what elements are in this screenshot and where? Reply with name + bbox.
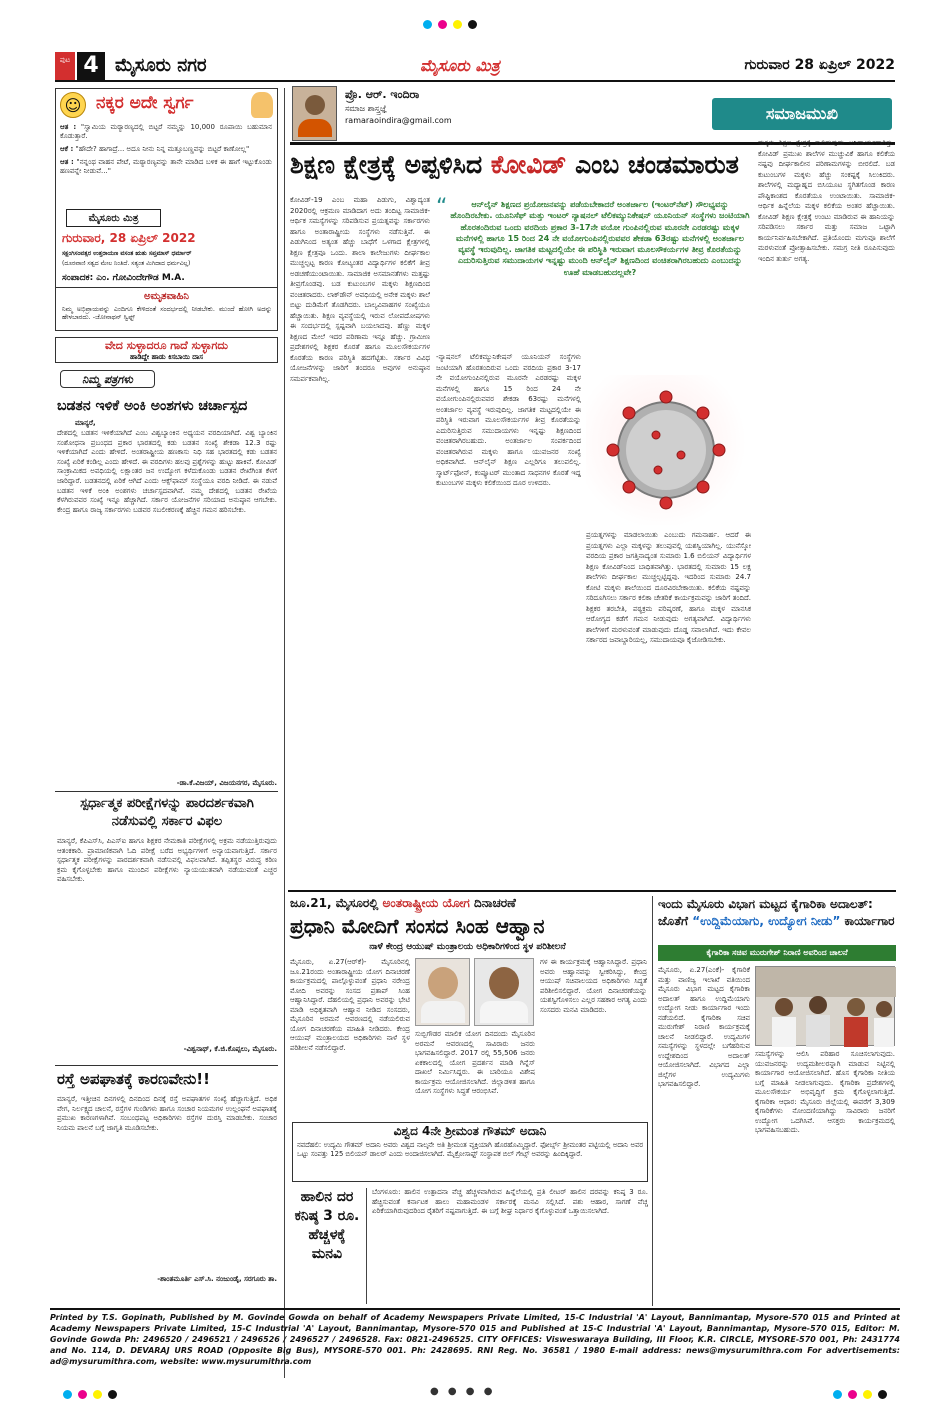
registration-marks-top	[420, 14, 480, 33]
adalat-headline: ಇಂದು ಮೈಸೂರು ವಿಭಾಗ ಮಟ್ಟದ ಕೈಗಾರಿಕಾ ಅದಾಲತ್: ಜೊತೆಗೆ “ಉದ್ದಿಮೆಯಾಗು, ಉದ್ಯೋಗ ನೀಡು” ಕಾರ್ಯಾಗಾರ	[658, 897, 895, 928]
joke-1: ಆತ : "ಸ್ವಾಮಿಯ ಮಠ್ಯಾರಣ್ಯದಲ್ಲಿ ಬಿಟ್ಟರೆ ನಮ್ಮನ್ನು 10,000 ರೂಪಾಯಿ ಬಹುಮಾನ ಕೊಡುತ್ತಾರೆ.	[60, 123, 272, 140]
adani-title: ವಿಶ್ವದ 4ನೇ ಶ್ರೀಮಂತ ಗೌತಮ್ ಅದಾನಿ	[393, 1124, 547, 1138]
masthead	[55, 52, 895, 82]
column-body-1: ಕೋವಿಡ್-19 ಎಂಬ ಮಹಾ ಪಿಡುಗು, ವಿಶ್ವಾದ್ಯಂತ 2020ರಲ್ಲಿ ಆಕ್ರಮಣ ಮಾಡಿದಾಗ ಅದು ತಂದಿಟ್ಟ ಸಾಮಾಜಿಕ-ಆರ್ಥಿಕ ಸಮಸ್ಯೆಗಳನ್ನು ಸರಿಪಡಿಸುವ ಪ್ರಯತ್ನವನ್ನು ಸರ್ಕಾರಗಳು ಹಾಗೂ ಅಂತಾರಾಷ್ಟ್ರೀಯ ಸಂಸ್ಥೆಗಳು ನಡೆಸುತ್ತಿವೆ. ಈ ಪಿಡುಗಿನಿಂದ ಅತ್ಯಂತ ಹೆಚ್ಚು ಬಾಧೆಗೆ ಒಳಗಾದ ಕ್ಷೇತ್ರಗಳಲ್ಲಿ ಶಿಕ್ಷಣ ಕ್ಷೇತ್ರವೂ ಒಂದು. ಶಾಲಾ ಕಾಲೇಜುಗಳು ದೀರ್ಘಕಾಲ ಮುಚ್ಚಲ್ಪಟ್ಟ ಕಾರಣ ಕೋಟ್ಯಂತರ ವಿದ್ಯಾರ್ಥಿಗಳ ಕಲಿಕೆಗೆ ತೀವ್ರ ಅಡಚಣೆಯುಂಟಾಯಿತು. ಸಾಮಾಜಿಕ ಅಸಮಾನತೆಗಳು ಮತ್ತಷ್ಟು ತೀವ್ರಗೊಂಡವು. ಬಡ ಕುಟುಂಬಗಳ ಮಕ್ಕಳು ಶಿಕ್ಷಣದಿಂದ ವಂಚಿತರಾದರು. ಲಾಕ್‌ಡೌನ್ ಅವಧಿಯಲ್ಲಿ ಅನೇಕ ಮಕ್ಕಳು ಶಾಲೆ ಬಿಟ್ಟು ದುಡಿಮೆಗೆ ತೊಡಗಿದರು. ಬಾಲ್ಯವಿವಾಹಗಳ ಸಂಖ್ಯೆಯೂ ಹೆಚ್ಚಾಯಿತು. ಶಿಕ್ಷಣ ವ್ಯವಸ್ಥೆಯಲ್ಲಿ ಇರುವ ಲೋಪದೋಷಗಳು ಈ ಸಂದರ್ಭದಲ್ಲಿ ಸ್ಪಷ್ಟವಾಗಿ ಬಯಲಾದವು. ಹೆಣ್ಣು ಮಕ್ಕಳ ಶಿಕ್ಷಣದ ಮೇಲೆ ಇದರ ಪರಿಣಾಮ ಇನ್ನೂ ಹೆಚ್ಚು. ಗ್ರಾಮೀಣ ಪ್ರದೇಶಗಳಲ್ಲಿ ಶಿಕ್ಷಕರ ಕೊರತೆ ಹಾಗೂ ಮೂಲಸೌಕರ್ಯಗಳ ಕೊರತೆಯ ಕಾರಣ ಪರಿಸ್ಥಿತಿ ಹದಗೆಟ್ಟಿತು. ಸರ್ಕಾರ ವಿವಿಧ ಯೋಜನೆಗಳನ್ನು ಜಾರಿಗೆ ತಂದರೂ ಅವುಗಳ ಅನುಷ್ಠಾನ ಸಮರ್ಪಕವಾಗಿಲ್ಲ.	[290, 196, 430, 383]
letter-3-body: ಮಾನ್ಯರೆ, ಇತ್ತೀಚಿನ ದಿನಗಳಲ್ಲಿ ದಿನದಿಂದ ದಿನಕ್ಕೆ ರಸ್ತೆ ಅಪಘಾತಗಳ ಸಂಖ್ಯೆ ಹೆಚ್ಚಾಗುತ್ತಿದೆ. ಅಧಿಕ ವೇಗ, ನಿರ್ಲಕ್ಷ್ಯದ ಚಾಲನೆ, ರಸ್ತೆಗಳ ಗುಂಡಿಗಳು ಹಾಗೂ ಸಂಚಾರ ನಿಯಮಗಳ ಉಲ್ಲಂಘನೆ ಅಪಘಾತಕ್ಕೆ ಪ್ರಮುಖ ಕಾರಣಗಳಾಗಿವೆ. ಸಂಬಂಧಪಟ್ಟ ಅಧಿಕಾರಿಗಳು ರಸ್ತೆಗಳ ದುರಸ್ತಿ ಮಾಡಬೇಕು. ಸಂಚಾರ ನಿಯಮ ಪಾಲನೆ ಬಗ್ಗೆ ಜಾಗೃತಿ ಮೂಡಿಸಬೇಕು.	[57, 1095, 277, 1132]
pull-quote-text: ಆನ್‌ಲೈನ್ ಶಿಕ್ಷಣದ ಪ್ರಯೋಜನವನ್ನು ಪಡೆಯಬೇಕಾದರೆ ಅಂತರ್ಜಾಲ (ಇಂಟರ್‌ನೆಟ್) ಸೌಲಭ್ಯವನ್ನು ಹೊಂದಿರಬೇಕು. ಯೂನಿಸೆಫ್ ಮತ್ತು ಇಂಟರ್ ನ್ಯಾಷನಲ್ ಟೆಲಿಕಮ್ಯುನಿಕೇಷನ್ ಯೂನಿಯನ್ ಸಂಸ್ಥೆಗಳು ಜಂಟಿಯಾಗಿ ಹೊರತಂದಿರುವ ಒಂದು ವರದಿಯ ಪ್ರಕಾರ 3-17ನೇ ವಯೋ ಗುಂಪಿನಲ್ಲಿರುವ ಮೂರನೇ ಎರಡರಷ್ಟು ಮಕ್ಕಳ ಮನೆಗಳಲ್ಲಿ ಹಾಗೂ 15 ರಿಂದ 24 ನೇ ವಯೋಗುಂಪಿನಲ್ಲಿರುವವರ ಶೇಕಡಾ 63ರಷ್ಟು ಮನೆಗಳಲ್ಲಿ ಅಂತರ್ಜಾಲ ವ್ಯವಸ್ಥೆ ಇರುವುದಿಲ್ಲ. ಜಾಗತಿಕ ಮಟ್ಟದಲ್ಲಿಯೇ ಈ ಪರಿಸ್ಥಿತಿ ಇರುವಾಗ ಮೂಲಸೌಕರ್ಯಗಳ ತೀವ್ರ ಕೊರತೆಯನ್ನು ಎದುರಿಸುತ್ತಿರುವ ಸಮುದಾಯಗಳ ಇನ್ನಷ್ಟು ಮುಂದಿ ಆನ್‌ಲೈನ್ ಶಿಕ್ಷಣದಿಂದ ವಂಚಿತರಾಗಿರಬಹುದು ಎಂಬುದನ್ನು ಊಹೆ ಮಾಡಬಹುದಲ್ಲವೇ?	[450, 199, 750, 277]
imprint: Printed by T.S. Gopinath, Published by M. Govinde Gowda on behalf of Academy Newspapers Private Limited, 15-C Industrial 'A' Layout, Bannimantap, Mysore-570 015 and Printed at Academy Newspapers Private Limited, 15-C Industrial 'A' Layout, Bannimantap, Mysore-570 015 and Published at 15-C Industrial 'A' Layout, Bannimantap, Mysore-570 015, Editor: M. Govinde Gowda Ph: 2496520 / 2496521 / 2496526 / 2496527 / 2496528. Fax: 0821-2496525. CITY OFFICES: Visweswaraya Building, III Floor, K.R. CIRCLE, MYSORE-570 001, Ph: 2431774 and No. 114, D. DEVARAJ URS ROAD (Opposite Big Bus), MYSORE-570 001. Ph: 2428695. RNI Reg. No. 36581 / 1980 E-mail address: news@mysurumithra.com For advertisements: ad@mysurumithra.com, website: www.mysurumithra.com	[50, 1313, 900, 1366]
column-body-2: -ನ್ಯಾಷನಲ್ ಟೆಲಿಕಮ್ಯುನಿಕೇಷನ್ ಯೂನಿಯನ್ ಸಂಸ್ಥೆಗಳು ಜಂಟಿಯಾಗಿ ಹೊರತಂದಿರುವ ಒಂದು ವರದಿಯ ಪ್ರಕಾರ 3-17 ನೇ ವಯೋಗುಂಪಿನಲ್ಲಿರುವ ಮೂರನೇ ಎರಡರಷ್ಟು ಮಕ್ಕಳ ಮನೆಗಳಲ್ಲಿ ಹಾಗೂ 15 ರಿಂದ 24 ನೇ ವಯೋಗುಂಪಿನಲ್ಲಿರುವವರ ಶೇಕಡಾ 63ರಷ್ಟು ಮನೆಗಳಲ್ಲಿ ಅಂತರ್ಜಾಲ ವ್ಯವಸ್ಥೆ ಇರುವುದಿಲ್ಲ. ಜಾಗತಿಕ ಮಟ್ಟದಲ್ಲಿಯೇ ಈ ಪರಿಸ್ಥಿತಿ ಇರುವಾಗ ಮೂಲಸೌಕರ್ಯಗಳ ತೀವ್ರ ಕೊರತೆಯನ್ನು ಎದುರಿಸುತ್ತಿರುವ ಸಮುದಾಯಗಳು ಇನ್ನಷ್ಟು ಶಿಕ್ಷಣದಿಂದ ವಂಚಿತರಾಗಿರಬಹುದು. ಅಂತರ್ಜಾಲ ಸಂಪರ್ಕದಿಂದ ವಂಚಿತರಾಗಿರುವ ಮಕ್ಕಳು ಹಾಗೂ ಯುವಜನರ ಸಂಖ್ಯೆ ಅಧಿಕವಾಗಿದೆ. ಆನ್‌ಲೈನ್ ಶಿಕ್ಷಣ ಎಲ್ಲರಿಗೂ ತಲುಪಲಿಲ್ಲ. ಸ್ಮಾರ್ಟ್‌ಫೋನ್, ಕಂಪ್ಯೂಟರ್ ಮುಂತಾದ ಸಾಧನಗಳ ಕೊರತೆ ಇದ್ದ ಕುಟುಂಬಗಳ ಮಕ್ಕಳು ಕಲಿಕೆಯಿಂದ ದೂರ ಉಳಿದರು.	[436, 353, 581, 487]
joke-3: ಆತ : "ನನ್ನಂಥ ವಾಹನ ಪೇಟೆ, ಮಠ್ಯಾರಣ್ಯವನ್ನು ತಾನೇ ಮಾಡಿದ ಬಳಿಕ ಈ ಹಾಗೆ ಇಟ್ಟುಕೊಂಡು ಹಣವನ್ನೇ ನೀಡುವೆ..."	[60, 158, 272, 175]
author-photo	[292, 86, 337, 141]
adalat-body-1: ಮೈಸೂರು, ಏ.27(ಎಂಕೆ)- ಕೈಗಾರಿಕೆ ಮತ್ತು ವಾಣಿಜ್ಯ ಇಲಾಖೆ ವತಿಯಿಂದ ಮೈಸೂರು ವಿಭಾಗ ಮಟ್ಟದ ಕೈಗಾರಿಕಾ ಅದಾಲತ್ ಹಾಗೂ ಉದ್ದಿಮೆಯಾಗು ಉದ್ಯೋಗ ನೀಡು ಕಾರ್ಯಾಗಾರ ಇಂದು ನಡೆಯಲಿದೆ. ಕೈಗಾರಿಕಾ ಸಚಿವ ಮುರುಗೇಶ್ ನಿರಾಣಿ ಕಾರ್ಯಕ್ರಮಕ್ಕೆ ಚಾಲನೆ ನೀಡಲಿದ್ದಾರೆ. ಉದ್ಯಮಿಗಳ ಸಮಸ್ಯೆಗಳನ್ನು ಸ್ಥಳದಲ್ಲೇ ಬಗೆಹರಿಸುವ ಉದ್ದೇಶದಿಂದ ಅದಾಲತ್ ಆಯೋಜಿಸಲಾಗಿದೆ. ವಿಭಾಗದ ಎಲ್ಲಾ ಜಿಲ್ಲೆಗಳ ಉದ್ಯಮಿಗಳು ಭಾಗವಹಿಸಲಿದ್ದಾರೆ.	[658, 966, 750, 1088]
letter-1-body: ದೇಶದಲ್ಲಿ ಬಡತನ ಇಳಿಕೆಯಾಗಿದೆ ಎಂಬ ವಿಶ್ವಬ್ಯಾಂಕಿನ ಅಧ್ಯಯನ ವರದಿಯಾಗಿದೆ. ವಿಶ್ವ ಬ್ಯಾಂಕಿನ ಸಂಶೋಧನಾ ಪ್ರಬಂಧದ ಪ್ರಕಾರ ಭಾರತದಲ್ಲಿ ಕಡು ಬಡತನ ಸಂಖ್ಯೆ ಶೇಕಡಾ 12.3 ರಷ್ಟು ಇಳಿಕೆಯಾಗಿದೆ ಎಂದು ಹೇಳಿದೆ. ಅಂತರಾಷ್ಟ್ರೀಯ ಹಣಕಾಸು ನಿಧಿ ಸಹ ಭಾರತದಲ್ಲಿ ಕಡು ಬಡತನ ಸಂಖ್ಯೆ ಏರಿಕೆ ಕಂಡಿಲ್ಲ ಎಂದು ಹೇಳಿದೆ. ಈ ವರದಿಗಳು ಹಲವು ಪ್ರಶ್ನೆಗಳನ್ನು ಹುಟ್ಟು ಹಾಕಿವೆ. ಕೋವಿಡ್ ಸಾಂಕ್ರಾಮಿಕದ ಅವಧಿಯಲ್ಲಿ ಲಕ್ಷಾಂತರ ಜನ ಉದ್ಯೋಗ ಕಳೆದುಕೊಂಡು ಬಡತನ ರೇಖೆಗಿಂತ ಕೆಳಗೆ ಜಾರಿದ್ದಾರೆ. ಬಡತನದಲ್ಲಿ ಏರಿಕೆ ಆಗಿದೆ ಎಂದು ಆಕ್ಸ್‌ಫಾಮ್ ಸಂಸ್ಥೆಯೂ ವರದಿ ನೀಡಿದೆ. ಈ ನಡುವೆ ಬಡತನ ಇಳಿಕೆ ಅಂಕಿ ಅಂಶಗಳು ಚರ್ಚಾಸ್ಪದವಾಗಿವೆ. ನಮ್ಮ ದೇಶದಲ್ಲಿ ಬಡತನ ರೇಖೆಯ ಕೆಳಗಿರುವವರ ಸಂಖ್ಯೆ ಇನ್ನೂ ಹೆಚ್ಚಾಗಿದೆ. ಸರ್ಕಾರ ಯೋಜನೆಗಳ ಸರಿಯಾದ ಅನುಷ್ಠಾನ ಆಗಬೇಕು. ಕೇಂದ್ರ ಹಾಗೂ ರಾಜ್ಯ ಸರ್ಕಾರಗಳು ಬಡವರ ಸಬಲೀಕರಣಕ್ಕೆ ಹೆಚ್ಚಿನ ಗಮನ ಹರಿಸಬೇಕು.	[57, 429, 277, 514]
amrita-text: ನಿಮ್ಮ ಅಭಿಪ್ರಾಯವನ್ನು ಎಂದಿಗೂ ಕೇಳಿದಂತೆ ಸಂದರ್ಭದಲ್ಲಿ ನೀಡಬೇಕು. ಮುಂದೆ ಹೋಗಿ ಅದನ್ನು ಹೇಳಬಾರದು. -ಜೋನಾಥನ್ ಸ್ವಿಫ್ಟ್	[62, 305, 272, 321]
section-title: ಮೈಸೂರು ನಗರ	[115, 55, 207, 76]
humor-box	[55, 88, 278, 331]
letter-2-body: ಮಾನ್ಯರೆ, ಕೆಪಿಎಸ್‌ಸಿ, ಪಿಎಸ್‌ಐ ಹಾಗೂ ಶಿಕ್ಷಕರ ನೇಮಕಾತಿ ಪರೀಕ್ಷೆಗಳಲ್ಲಿ ಅಕ್ರಮ ನಡೆಯುತ್ತಿರುವುದು ಆತಂಕಕಾರಿ. ಪ್ರಾಮಾಣಿಕವಾಗಿ ಓದಿ ಪರೀಕ್ಷೆ ಬರೆದ ಅಭ್ಯರ್ಥಿಗಳಿಗೆ ಅನ್ಯಾಯವಾಗುತ್ತಿದೆ. ಸರ್ಕಾರ ಸ್ಪರ್ಧಾತ್ಮಕ ಪರೀಕ್ಷೆಗಳನ್ನು ಪಾರದರ್ಶಕವಾಗಿ ನಡೆಸುವಲ್ಲಿ ವಿಫಲವಾಗಿದೆ. ತಪ್ಪಿತಸ್ಥರ ವಿರುದ್ಧ ಕಠಿಣ ಕ್ರಮ ಕೈಗೊಳ್ಳಬೇಕು ಹಾಗೂ ಮುಂದಿನ ಪರೀಕ್ಷೆಗಳು ನ್ಯಾಯಯುತವಾಗಿ ನಡೆಯುವಂತೆ ಎಚ್ಚರ ವಹಿಸಬೇಕು.	[57, 837, 277, 884]
letter-1-salute: ಮಾನ್ಯರೆ,	[75, 419, 96, 427]
author-role: ಸಮಾಜ ಶಾಸ್ತ್ರಜ್ಞೆ	[345, 104, 387, 113]
yoga-body-2: ಸುಬ್ಬಿಗೌಡರ ಮಾಲಿಕ ಯೋಗ ದಿನದಂದು ಮೈಸೂರಿನ ಅರಮನೆ ಆವರಣದಲ್ಲಿ ಸಾವಿರಾರು ಜನರು ಭಾಗವಹಿಸಲಿದ್ದಾರೆ. 2017 ರಲ್ಲಿ 55,506 ಜನರು ಏಕಕಾಲದಲ್ಲಿ ಯೋಗ ಪ್ರದರ್ಶನ ಮಾಡಿ ಗಿನ್ನೆಸ್ ದಾಖಲೆ ನಿರ್ಮಿಸಿದ್ದರು. ಈ ಬಾರಿಯೂ ವಿಶೇಷ ಕಾರ್ಯಕ್ರಮ ಆಯೋಜಿಸಲಾಗಿದೆ. ಜಿಲ್ಲಾಡಳಿತ ಹಾಗೂ ಯೋಗ ಸಂಸ್ಥೆಗಳು ಸಿದ್ಧತೆ ಆರಂಭಿಸಿವೆ.	[415, 1030, 535, 1095]
yoga-kicker: ಜೂ.21, ಮೈಸೂರಲ್ಲಿ ಅಂತರಾಷ್ಟ್ರೀಯ ಯೋಗ ದಿನಾಚರಣೆ	[290, 896, 516, 910]
proverb-1: ವೇದ ಸುಳ್ಳಾದರೂ ಗಾದೆ ಸುಳ್ಳಾಗದು	[105, 339, 228, 352]
column-body-3: ಪ್ರಯತ್ನಗಳನ್ನು ಮಾಡಲಾಯಿತು ಎಂಬುದು ಗಮನಾರ್ಹ. ಆದರೆ ಈ ಪ್ರಯತ್ನಗಳು ಎಲ್ಲಾ ಮಕ್ಕಳನ್ನು ತಲುಪುವಲ್ಲಿ ಯಶಸ್ವಿಯಾಗಿಲ್ಲ. ಯುನೆಸ್ಕೋ ವರದಿಯ ಪ್ರಕಾರ ಜಗತ್ತಿನಾದ್ಯಂತ ಸುಮಾರು 1.6 ಬಿಲಿಯನ್ ವಿದ್ಯಾರ್ಥಿಗಳ ಶಿಕ್ಷಣ ಕೋವಿಡ್‌ನಿಂದ ಬಾಧಿತವಾಗಿತ್ತು. ಭಾರತದಲ್ಲಿ ಸುಮಾರು 15 ಲಕ್ಷ ಶಾಲೆಗಳು ದೀರ್ಘಕಾಲ ಮುಚ್ಚಲ್ಪಟ್ಟಿದ್ದವು. ಇದರಿಂದ ಸುಮಾರು 24.7 ಕೋಟಿ ಮಕ್ಕಳು ಶಾಲೆಯಿಂದ ದೂರವಿರಬೇಕಾಯಿತು. ಕಲಿಕೆಯ ನಷ್ಟವನ್ನು ಸರಿದೂಗಿಸಲು ಸರ್ಕಾರ ಕಲಿಕಾ ಚೇತರಿಕೆ ಕಾರ್ಯಕ್ರಮವನ್ನು ಜಾರಿಗೆ ತಂದಿದೆ. ಶಿಕ್ಷಕರ ತರಬೇತಿ, ಪಠ್ಯಕ್ರಮ ಪರಿಷ್ಕರಣೆ, ಹಾಗೂ ಮಕ್ಕಳ ಮಾನಸಿಕ ಆರೋಗ್ಯದ ಕಡೆಗೆ ಗಮನ ನೀಡುವುದು ಅಗತ್ಯವಾಗಿದೆ. ವಿದ್ಯಾರ್ಥಿಗಳು ಶಾಲೆಗಳಿಗೆ ಮರಳುವಂತೆ ಮಾಡುವುದು ದೊಡ್ಡ ಸವಾಲಾಗಿದೆ. ಇದು ಕೇವಲ ಸರ್ಕಾರದ ಜವಾಬ್ದಾರಿಯಲ್ಲ, ಸಮುದಾಯವೂ ಕೈಜೋಡಿಸಬೇಕು.	[586, 531, 751, 644]
adani-box	[292, 1122, 648, 1182]
amrita-title: ಅಮೃತವಾಹಿನಿ	[144, 291, 189, 302]
letter-2-sign: -ವಿಶ್ವನಾಥ್, ಕೆ.ಜಿ.ಕೊಪ್ಪಲು, ಮೈಸೂರು.	[183, 1045, 277, 1053]
yoga-body-1: ಮೈಸೂರು, ಏ.27(ಆರ್‌ಕೆ)- ಮೈಸೂರಿನಲ್ಲಿ ಜೂ.21ರಂದು ಅಂತಾರಾಷ್ಟ್ರೀಯ ಯೋಗ ದಿನಾಚರಣೆ ಕಾರ್ಯಕ್ರಮದಲ್ಲಿ ಪಾಲ್ಗೊಳ್ಳುವಂತೆ ಪ್ರಧಾನಿ ನರೇಂದ್ರ ಮೋದಿ ಅವರನ್ನು ಸಂಸದ ಪ್ರತಾಪ್ ಸಿಂಹ ಆಹ್ವಾನಿಸಿದ್ದಾರೆ. ದೆಹಲಿಯಲ್ಲಿ ಪ್ರಧಾನಿ ಅವರನ್ನು ಭೇಟಿ ಮಾಡಿ ಅಧಿಕೃತವಾಗಿ ಆಹ್ವಾನ ನೀಡಿದ ಸಂಸದರು, ಮೈಸೂರಿನ ಅರಮನೆ ಆವರಣದಲ್ಲಿ ನಡೆಯಲಿರುವ ಯೋಗ ದಿನಾಚರಣೆಯ ಮಾಹಿತಿ ನೀಡಿದರು. ಕೇಂದ್ರ ಆಯುಷ್ ಮಂತ್ರಾಲಯದ ಅಧಿಕಾರಿಗಳು ನಾಳೆ ಸ್ಥಳ ಪರಿಶೀಲನೆ ನಡೆಸಲಿದ್ದಾರೆ.	[290, 958, 410, 1052]
mini-logo: ಮೈಸೂರು ಮಿತ್ರ	[66, 209, 161, 227]
joke-list	[60, 123, 272, 176]
letter-3-sign: -ಶಾಂತಮೂರ್ತಿ ಎಸ್.ಸಿ. ನಂಜುಂಡೈ, ಸರಗೂರು ತಾ.	[157, 1275, 277, 1283]
letters-column	[55, 395, 278, 1390]
author-name: ಪ್ರೊ. ಆರ್. ಇಂದಿರಾ	[345, 88, 420, 101]
page-number: 4	[77, 52, 105, 80]
milk-body: ಬೆಂಗಳೂರು: ಹಾಲಿನ ಉತ್ಪಾದನಾ ವೆಚ್ಚ ಹೆಚ್ಚಳವಾಗಿರುವ ಹಿನ್ನೆಲೆಯಲ್ಲಿ ಪ್ರತಿ ಲೀಟರ್ ಹಾಲಿನ ದರವನ್ನು ಕನಿಷ್ಠ 3 ರೂ. ಹೆಚ್ಚಿಸುವಂತೆ ಕರ್ನಾಟಕ ಹಾಲು ಮಹಾಮಂಡಳ ಸರ್ಕಾರಕ್ಕೆ ಮನವಿ ಸಲ್ಲಿಸಿದೆ. ಪಶು ಆಹಾರ, ಸಾಗಣೆ ವೆಚ್ಚ ಏರಿಕೆಯಾಗಿರುವುದರಿಂದ ರೈತರಿಗೆ ನಷ್ಟವಾಗುತ್ತಿದೆ. ಈ ಬಗ್ಗೆ ಶೀಘ್ರ ನಿರ್ಧಾರ ಕೈಗೊಳ್ಳುವಂತೆ ಒತ್ತಾಯಿಸಲಾಗಿದೆ.	[372, 1188, 648, 1215]
covid-image	[586, 375, 751, 525]
letters-banner: ನಿಮ್ಮ ಪತ್ರಗಳು	[60, 370, 155, 388]
page-label: ಪುಟ	[55, 52, 75, 80]
modi-photo	[415, 958, 470, 1026]
adalat-strap: ಕೈಗಾರಿಕಾ ಸಚಿವ ಮುರುಗೇಶ್ ನಿರಾಣಿ ಅವರಿಂದ ಚಾಲನೆ	[658, 945, 896, 961]
letter-1-sign: -ಡಾ.ಕೆ.ವಿಜಯ್, ವಿಜಯನಗರ, ಮೈಸೂರು.	[176, 779, 277, 787]
author-email: ramaraoindira@gmail.com	[345, 116, 452, 125]
mini-date: ಗುರುವಾರ, 28 ಏಪ್ರಿಲ್ 2022	[62, 231, 196, 245]
column-headline: ಶಿಕ್ಷಣ ಕ್ಷೇತ್ರಕ್ಕೆ ಅಪ್ಪಳಿಸಿದ ಕೋವಿಡ್ ಎಂಬ ಚಂಡಮಾರುತ	[290, 142, 895, 182]
covid-virus-icon	[586, 375, 751, 525]
yoga-headline: ಪ್ರಧಾನಿ ಮೋದಿಗೆ ಸಂಸದ ಸಿಂಹ ಆಹ್ವಾನ	[290, 914, 545, 938]
registration-marks-bottom-right	[830, 1384, 890, 1403]
joke-2: ಆಕೆ : "ಹೌದೇ? ಹಾಗಾದ್ರೆ... ಅದೂ ನೀನು ನಿನ್ನ ಮತ್ತೂಬಣ್ಣವನ್ನು ಬಿಟ್ಟರೆ ಕಾಣೋಲ್ಲ"	[60, 145, 250, 153]
adalat-photo	[755, 966, 895, 1046]
paper-logo: ಮೈಸೂರು ಮಿತ್ರ	[420, 56, 500, 75]
proverb-box	[55, 337, 278, 363]
adalat-body-2: ಸಮಸ್ಯೆಗಳನ್ನು ಆಲಿಸಿ ಪರಿಹಾರ ಸೂಚಿಸಲಾಗುವುದು. ಯುವಜನರನ್ನು ಉದ್ಯಮಶೀಲರನ್ನಾಗಿ ಮಾಡುವ ನಿಟ್ಟಿನಲ್ಲಿ ಕಾರ್ಯಾಗಾರ ಆಯೋಜಿಸಲಾಗಿದೆ. ಹೊಸ ಕೈಗಾರಿಕಾ ನೀತಿಯ ಬಗ್ಗೆ ಮಾಹಿತಿ ನೀಡಲಾಗುವುದು. ಕೈಗಾರಿಕಾ ಪ್ರದೇಶಗಳಲ್ಲಿ ಮೂಲಸೌಕರ್ಯ ಅಭಿವೃದ್ಧಿಗೆ ಕ್ರಮ ಕೈಗೊಳ್ಳಲಾಗುತ್ತಿದೆ. ಕೈಗಾರಿಕಾ ಆಧಾರ: ಮೈಸೂರು ಜಿಲ್ಲೆಯಲ್ಲಿ ಈವರೆಗೆ 3,309 ಕೈಗಾರಿಕೆಗಳು ನೋಂದಣಿಯಾಗಿದ್ದು ಸಾವಿರಾರು ಜನರಿಗೆ ಉದ್ಯೋಗ ಒದಗಿಸಿವೆ. ಆಸಕ್ತರು ಕಾರ್ಯಕ್ರಮದಲ್ಲಿ ಭಾಗವಹಿಸಬಹುದು.	[755, 1050, 895, 1134]
laugh-icon: ☺	[60, 92, 86, 118]
letter-1-title: ಬಡತನ ಇಳಿಕೆ ಅಂಕಿ ಅಂಶಗಳು ಚರ್ಚಾಸ್ಪದ	[57, 398, 248, 414]
letter-2-title: ಸ್ಪರ್ಧಾತ್ಮಕ ಪರೀಕ್ಷೆಗಳನ್ನು ಪಾರದರ್ಶಕವಾಗಿ ನಡೆಸುವಲ್ಲಿ ಸರ್ಕಾರ ವಿಫಲ	[80, 796, 254, 829]
cartoon-icon	[251, 92, 273, 118]
yoga-body-3: ಗಳ ಈ ಕಾರ್ಯಕ್ರಮಕ್ಕೆ ಆಹ್ವಾನಿಸಿದ್ದಾರೆ. ಪ್ರಧಾನಿ ಅವರು ಆಹ್ವಾನವನ್ನು ಸ್ವೀಕರಿಸಿದ್ದು, ಕೇಂದ್ರ ಆಯುಷ್ ಸಚಿವಾಲಯದ ಅಧಿಕಾರಿಗಳು ಸಿದ್ಧತೆ ಪರಿಶೀಲಿಸಲಿದ್ದಾರೆ. ಯೋಗ ದಿನಾಚರಣೆಯನ್ನು ಯಶಸ್ವಿಗೊಳಿಸಲು ಎಲ್ಲರ ಸಹಕಾರ ಅಗತ್ಯ ಎಂದು ಸಂಸದರು ಮನವಿ ಮಾಡಿದರು.	[540, 958, 647, 1014]
adani-body: ನವದೆಹಲಿ: ಉದ್ಯಮಿ ಗೌತಮ್ ಅದಾನಿ ಅವರು ವಿಶ್ವದ ನಾಲ್ಕನೇ ಅತಿ ಶ್ರೀಮಂತ ವ್ಯಕ್ತಿಯಾಗಿ ಹೊರಹೊಮ್ಮಿದ್ದಾರೆ. ಫೋರ್ಬ್ಸ್ ಶ್ರೀಮಂತರ ಪಟ್ಟಿಯಲ್ಲಿ ಅದಾನಿ ಅವರ ಒಟ್ಟು ಸಂಪತ್ತು 125 ಬಿಲಿಯನ್ ಡಾಲರ್ ಎಂದು ಅಂದಾಜಿಸಲಾಗಿದೆ. ಮೈಕ್ರೋಸಾಫ್ಟ್ ಸಂಸ್ಥಾಪಕ ಬಿಲ್ ಗೇಟ್ಸ್ ಅವರನ್ನು ಹಿಂದಿಕ್ಕಿದ್ದಾರೆ.	[297, 1141, 643, 1158]
yoga-subhead: ನಾಳೆ ಕೇಂದ್ರ ಆಯುಷ್ ಮಂತ್ರಾಲಯ ಅಧಿಕಾರಿಗಳಿಂದ ಸ್ಥಳ ಪರಿಶೀಲನೆ	[369, 942, 566, 952]
registration-marks-bottom	[60, 1384, 120, 1403]
issue-date: ಗುರುವಾರ 28 ಏಪ್ರಿಲ್ 2022	[744, 57, 895, 73]
column-body-4: ಮಕ್ಕಳು ಶಿಕ್ಷಣ ಕ್ಷೇತ್ರಕ್ಕೆ ಕಾಲಿಡುವುದು ಅನಿವಾರ್ಯವಾಗಿತ್ತು. ಕೋವಿಡ್ ಪ್ರಮುಖ ಶಾಲೆಗಳ ಮುಚ್ಚುವಿಕೆ ಹಾಗೂ ಕಲಿಕೆಯ ನಷ್ಟವು ದೀರ್ಘಕಾಲೀನ ಪರಿಣಾಮಗಳನ್ನು ಬೀರಲಿದೆ. ಬಡ ಕುಟುಂಬಗಳ ಮಕ್ಕಳು ಹೆಚ್ಚು ಸಂಕಷ್ಟಕ್ಕೆ ಸಿಲುಕಿದರು. ಶಾಲೆಗಳಲ್ಲಿ ಮಧ್ಯಾಹ್ನದ ಬಿಸಿಯೂಟ ಸ್ಥಗಿತಗೊಂಡ ಕಾರಣ ಪೌಷ್ಟಿಕಾಂಶದ ಕೊರತೆಯೂ ಉಂಟಾಯಿತು. ಸಾಮಾಜಿಕ-ಆರ್ಥಿಕ ಹಿನ್ನೆಲೆಯ ಮಕ್ಕಳ ಕಲಿಕೆಯ ಅಂತರ ಹೆಚ್ಚಾಯಿತು. ಕೋವಿಡ್ ಶಿಕ್ಷಣ ಕ್ಷೇತ್ರಕ್ಕೆ ಉಂಟು ಮಾಡಿರುವ ಈ ಹಾನಿಯನ್ನು ಸರಿಪಡಿಸಲು ಸರ್ಕಾರ ಮತ್ತು ಸಮಾಜ ಒಟ್ಟಾಗಿ ಕಾರ್ಯನಿರ್ವಹಿಸಬೇಕಾಗಿದೆ. ಪ್ರತಿಯೊಂದು ಮಗುವೂ ಶಾಲೆಗೆ ಮರಳುವಂತೆ ಪ್ರೋತ್ಸಾಹಿಸಬೇಕು. ಸಮಗ್ರ ನೀತಿ ರೂಪಿಸುವುದು ಇಂದಿನ ತುರ್ತು ಅಗತ್ಯ.	[758, 139, 895, 263]
mini-line-1: ಸಕ್ಷಂಗಿಸಂವತ್ಸರ ಉತ್ತರಾಯಣ ವಸಂತ ಋತು ಸಪ್ತಮಾಸ್ ಧರ್ಮಾರ್	[62, 250, 192, 257]
letter-3-title: ರಸ್ತೆ ಅಪಘಾತಕ್ಕೆ ಕಾರಣವೇನು!!	[57, 1070, 210, 1088]
humor-title: ನಕ್ಕರ ಅದೇ ಸ್ವರ್ಗ	[96, 93, 194, 113]
column-badge: ಸಮಾಜಮುಖಿ	[712, 98, 892, 130]
milk-headline: ಹಾಲಿನ ದರ ಕನಿಷ್ಠ 3 ರೂ. ಹೆಚ್ಚಳಕ್ಕೆ ಮನವಿ	[294, 1189, 360, 1262]
pull-quote	[436, 195, 752, 350]
quote-open-icon: “	[436, 195, 448, 220]
mini-line-2: (ದೂರವಾಣಿ ಸತ್ವದ ಮೇಲ ನಿಂತಿದೆ. ಸತ್ಯಂತ ಮಿಗಿದಾದ ಧರ್ಮವಿಲ್ಲ)	[62, 260, 191, 267]
proverb-2: ಹಾಡಿದ್ದೇ ಹಾಡು ಕಿಸಬಾಯಿ ದಾಸ	[130, 353, 203, 361]
print-dots-bottom: ● ● ● ●	[430, 1386, 496, 1397]
pratap-photo	[474, 958, 534, 1026]
editor-line: ಸಂಪಾದಕ: ಎಂ. ಗೋವಿಂದೇಗೌಡ M.A.	[62, 273, 185, 283]
